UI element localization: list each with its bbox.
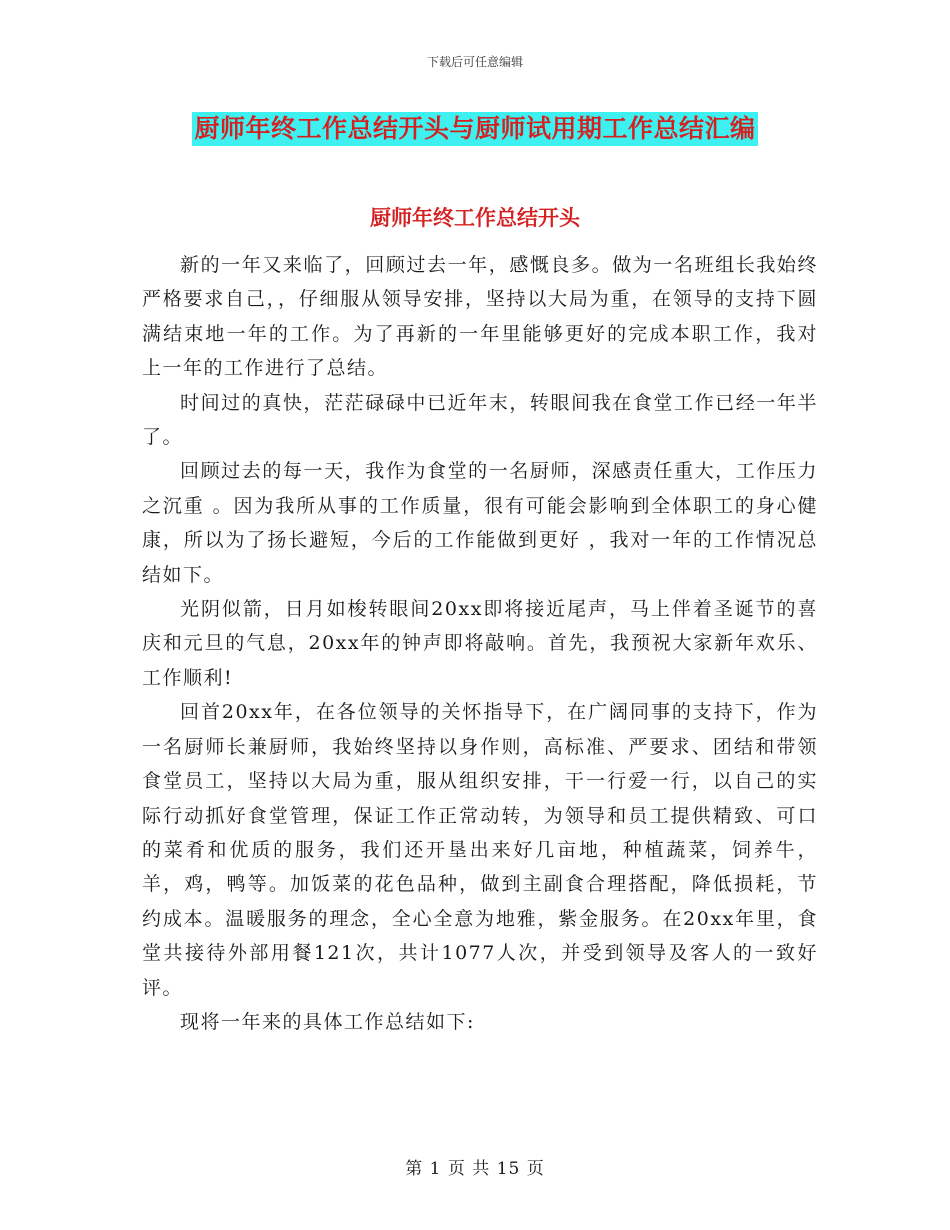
document-title: 厨师年终工作总结开头与厨师试用期工作总结汇编 [192,112,757,146]
paragraph: 时间过的真快，茫茫碌碌中已近年末，转眼间我在食堂工作已经一年半了。 [142,391,818,449]
paragraph: 回首20xx年，在各位领导的关怀指导下，在广阔同事的支持下，作为一名厨师长兼厨师，我始终坚持以身作则，高标准、严要求、团结和带领食堂员工，坚持以大局为重，服从组织安排，干一行爱一行，以自己的实际行动抓好食堂管理，保证工作正常动转，为领导和员工提供精致、可口的菜肴和优质的服务，我们还开垦出来好几亩地，种植蔬菜，饲养牛，羊，鸡，鸭等。加饭菜的花色品种，做到主副食合理搭配，降低损耗，节约成本。温暖服务的理念，全心全意为地雅，紫金服务。在20xx年里，食堂共接待外部用餐121次，共计1077人次，并受到领导及客人的一致好评。 [142,701,818,999]
paragraph: 光阴似箭，日月如梭转眼间20xx即将接近尾声，马上伴着圣诞节的喜庆和元旦的气息，20xx年的钟声即将敲响。首先，我预祝大家新年欢乐、工作顺利! [142,598,818,689]
document-title-container [0,112,950,146]
document-body [142,248,818,1039]
paragraph: 现将一年来的具体工作总结如下: [180,1010,475,1033]
page-header-note: 下载后可任意编辑 [426,55,523,69]
section-title: 厨师年终工作总结开头 [370,205,580,230]
paragraph: 回顾过去的每一天，我作为食堂的一名厨师，深感责任重大，工作压力之沉重 。因为我所从事的工作质量，很有可能会影响到全体职工的身心健康，所以为了扬长避短，今后的工作能做到更好 ，我对一年的工作情况总结如下。 [142,460,818,586]
page-number: 第 1 页 共 15 页 [405,1159,545,1179]
paragraph: 新的一年又来临了，回顾过去一年，感慨良多。做为一名班组长我始终严格要求自己，，仔细服从领导安排，坚持以大局为重，在领导的支持下圆满结束地一年的工作。为了再新的一年里能够更好的完成本职工作，我对上一年的工作进行了总结。 [142,254,818,380]
